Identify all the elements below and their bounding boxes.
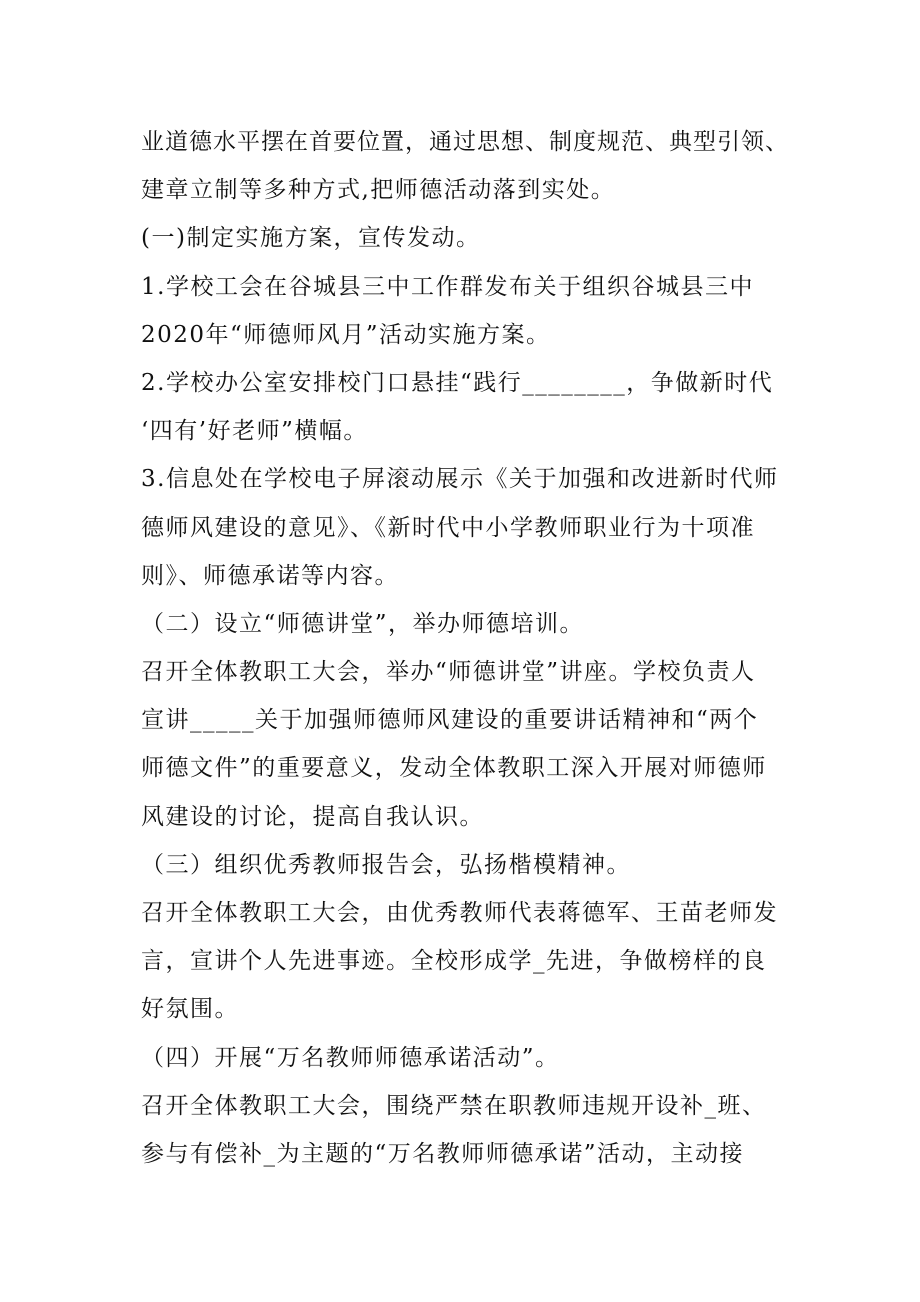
text-line: 1.学校工会在谷城县三中工作群发布关于组织谷城县三中 <box>141 273 754 300</box>
text-line: 言，宣讲个人先进事迹。全校形成学_先进，争做榜样的良 <box>141 948 767 975</box>
text-line: 师德文件”的重要意义，发动全体教职工深入开展对师德师 <box>141 755 767 782</box>
section-heading: （二）设立“师德讲堂”，举办师德培训。 <box>141 610 585 637</box>
text-line: 风建设的讨论，提高自我认识。 <box>141 803 484 830</box>
text-line: 召开全体教职工大会，围绕严禁在职教师违规开设补_班、 <box>141 1092 767 1119</box>
text-line: 3.信息处在学校电子屏滚动展示《关于加强和改进新时代师 <box>141 466 779 493</box>
text-line: 好氛围。 <box>141 996 239 1023</box>
text-line: 宣讲_____关于加强师德师风建设的重要讲话精神和“两个 <box>141 707 759 734</box>
text-line: 2.学校办公室安排校门口悬挂“践行________，争做新时代 <box>141 369 774 396</box>
section-heading: （三）组织优秀教师报告会，弘扬楷模精神。 <box>141 851 631 878</box>
text-line: 业道德水平摆在首要位置，通过思想、制度规范、典型引领、 <box>141 129 789 155</box>
section-heading: (一)制定实施方案，宣传发动。 <box>141 225 481 252</box>
text-line: 建章立制等多种方式,把师德活动落到实处。 <box>141 177 616 204</box>
text-line: 召开全体教职工大会，由优秀教师代表蒋德军、王苗老师发 <box>141 900 778 926</box>
text-line: 2020年“师德师风月”活动实施方案。 <box>141 321 551 348</box>
text-line: 参与有偿补_为主题的“万名教师师德承诺”活动，主动接 <box>141 1140 745 1167</box>
text-line: 召开全体教职工大会，举办“师德讲堂”讲座。学校负责人 <box>141 659 756 686</box>
text-line: 则》、师德承诺等内容。 <box>141 562 399 589</box>
document-body <box>141 118 791 1178</box>
text-line: 德师风建设的意见》、《新时代中小学教师职业行为十项准 <box>141 514 755 541</box>
section-heading: （四）开展“万名教师师德承诺活动”。 <box>141 1044 560 1071</box>
text-line: ‘四有’好老师”横幅。 <box>141 418 368 445</box>
